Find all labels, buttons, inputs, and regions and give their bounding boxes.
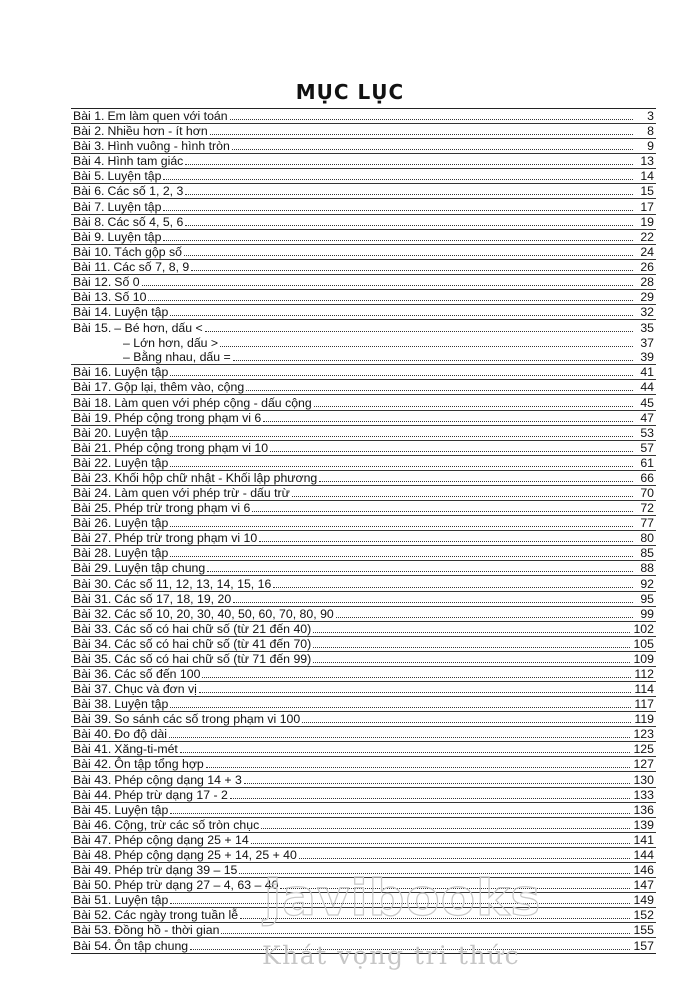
toc-entry-title: Cộng, trừ các số tròn chục [114,817,260,832]
toc-entry-label: Bài 6. [73,184,105,199]
toc-entry [71,833,656,848]
toc-entry [71,395,656,410]
toc-entry-title: Phép cộng trong phạm vi 6 [114,410,262,425]
toc-entry [71,501,656,516]
toc-entry-page: 102 [633,621,654,636]
toc-entry [71,923,656,938]
toc-entry [71,667,656,682]
toc-leader-dots [336,616,633,618]
toc-leader-dots [163,209,633,211]
toc-entry-page: 133 [633,787,654,802]
toc-entry-page: 123 [633,727,654,742]
toc-entry-page: 88 [640,561,654,576]
toc-entry-label: Bài 22. [73,455,112,470]
toc-entry-label: Bài 5. [73,169,105,184]
toc-entry [71,848,656,863]
toc-entry-label: Bài 26. [73,516,112,531]
toc-entry-label: Bài 13. [73,290,112,305]
toc-entry [71,411,656,426]
toc-entry-page: 130 [633,772,654,787]
toc-entry [71,697,656,712]
toc-entry-label: Bài 18. [73,395,112,410]
toc-entry-title: Các số 17, 18, 19, 20 [114,591,232,606]
toc-entry-page: 72 [640,501,654,516]
toc-entry [71,456,656,471]
toc-entry-title: Gộp lại, thêm vào, cộng [114,380,245,395]
watermark-slogan: Khát vọng tri thức [262,941,521,970]
toc-entry [71,712,656,727]
toc-entry [71,154,656,169]
toc-entry-title: – Lớn hơn, dấu > [123,336,219,351]
toc-entry-label: Bài 2. [73,124,105,139]
toc-entry [71,305,656,320]
toc-leader-dots [239,872,630,874]
toc-entry [71,788,656,803]
toc-entry [71,607,656,622]
toc-entry-page: 99 [640,606,654,621]
toc-entry-title: Luyện tập [107,229,162,244]
toc-entry-title: Phép trừ dạng 27 – 4, 63 – 40 [114,878,279,893]
toc-leader-dots [299,857,631,859]
toc-entry-label: Bài 32. [73,606,112,621]
toc-entry-page: 117 [634,697,654,712]
toc-leader-dots [302,721,631,723]
toc-leader-dots [319,480,633,482]
toc-leader-dots [206,766,631,768]
toc-entry-title: Các số có hai chữ số (từ 41 đến 70) [114,636,312,651]
toc-entry-page: 155 [633,923,654,938]
toc-entry-page: 17 [640,199,654,214]
toc-entry [71,260,656,275]
toc-entry-page: 9 [647,139,654,154]
toc-entry-title: Các số có hai chữ số (từ 21 đến 40) [114,621,312,636]
toc-entry [71,938,656,953]
toc-entry-page: 13 [640,154,654,169]
toc-entry-page: 70 [640,486,654,501]
toc-leader-dots [273,586,633,588]
toc-leader-dots [230,118,633,120]
toc-entry-page: 109 [633,651,654,666]
watermark-brand: javibooks [264,869,542,927]
toc-entry-page: 57 [640,440,654,455]
toc-entry-label: Bài 47. [73,832,112,847]
toc-leader-dots [232,148,633,150]
toc-entry-label: Bài 44. [73,787,112,802]
toc-entry [71,380,656,395]
toc-entry-title: Phép trừ trong phạm vi 10 [114,531,258,546]
toc-entry-title: Luyện tập [114,697,169,712]
toc-entry [71,757,656,772]
toc-entry-label: Bài 12. [73,274,112,289]
toc-entry-title: Xăng-ti-mét [114,742,178,757]
toc-entry-title: Làm quen với phép cộng - dấu cộng [114,395,312,410]
toc-entry-title: Luyện tập [114,802,169,817]
toc-entry-label: Bài 48. [73,847,112,862]
toc-entry-page: 147 [633,878,654,893]
toc-leader-dots [270,450,633,452]
toc-leader-dots [221,932,630,934]
toc-entry-title: Ôn tập chung [114,939,189,954]
toc-entry-title: Luyện tập [114,893,169,908]
toc-entry-title: – Bé hơn, dấu < [114,321,203,336]
toc-entry-title: Đo độ dài [114,727,167,742]
toc-entry [71,230,656,245]
toc-entry-label: Bài 11. [73,259,111,274]
toc-entry [71,727,656,742]
toc-entry-label: Bài 50. [73,878,112,893]
toc-leader-dots [252,510,633,512]
toc-entry-page: 77 [640,516,654,531]
toc-leader-dots [185,163,633,165]
toc-leader-dots [170,374,633,376]
toc-entry [71,441,656,456]
toc-entry [71,335,656,350]
toc-entry [71,893,656,908]
toc-entry-label: Bài 46. [73,817,112,832]
toc-entry-label: Bài 4. [73,154,105,169]
toc-entry-label: Bài 53. [73,923,112,938]
toc-entry [71,908,656,923]
toc-leader-dots [230,797,631,799]
toc-entry [71,592,656,607]
toc-entry-page: 146 [633,862,654,877]
toc-entry [71,245,656,260]
toc-entry [71,426,656,441]
toc-entry-page: 61 [640,455,654,470]
toc-entry-label: Bài 39. [73,712,112,727]
toc-entry [71,637,656,652]
toc-leader-dots [191,269,633,271]
toc-entry [71,878,656,893]
toc-entry-label: Bài 24. [73,486,112,501]
toc-entry-page: 8 [647,124,654,139]
toc-entry-label: Bài 16. [73,365,112,380]
toc-entry [71,290,656,305]
toc-entry-title: Luyện tập [114,516,169,531]
toc-entry-label: Bài 34. [73,636,112,651]
toc-entry-label: Bài 25. [73,501,112,516]
toc-entry-label: Bài 41. [73,742,112,757]
toc-entry-label: Bài 14. [73,305,112,320]
toc-entry-label: Bài 36. [73,666,112,681]
toc-entry [71,215,656,230]
toc-entry-label: Bài 27. [73,531,112,546]
toc-leader-dots [313,646,630,648]
toc-entry-title: Các số 11, 12, 13, 14, 15, 16 [114,576,272,591]
toc-entry-page: 127 [633,757,654,772]
toc-entry [71,275,656,290]
toc-entry-title: Phép trừ dạng 39 – 15 [114,862,238,877]
toc-entry-page: 144 [633,847,654,862]
toc-entry-page: 53 [640,425,654,440]
toc-entry [71,622,656,637]
toc-entry-page: 152 [633,908,654,923]
toc-entry [71,350,656,365]
toc-entry-title: Luyện tập chung [114,561,206,576]
toc-entry-label: Bài 31. [73,591,112,606]
toc-entry-title: Em làm quen với toán [107,109,228,124]
toc-entry-label: Bài 15. [73,321,112,336]
toc-entry [71,561,656,576]
toc-entry [71,863,656,878]
toc-entry-label: Bài 8. [73,214,105,229]
toc-leader-dots [190,948,630,950]
toc-entry-page: 28 [640,274,654,289]
toc-entry-page: 45 [640,395,654,410]
toc-entry [71,169,656,184]
toc-entry-title: Phép cộng dạng 14 + 3 [114,772,242,787]
toc-leader-dots [207,570,633,572]
toc-entry-title: Các số có hai chữ số (từ 71 đến 99) [114,651,312,666]
toc-entry-page: 66 [640,470,654,485]
toc-leader-dots [205,330,633,332]
toc-entry-title: Số 10 [114,290,147,305]
toc-entry-page: 44 [640,380,654,395]
toc-entry-label: Bài 29. [73,561,112,576]
toc-entry-page: 112 [634,666,654,681]
toc-entry-label: Bài 43. [73,772,112,787]
toc-entry-page: 3 [647,109,654,124]
toc-entry [71,184,656,199]
toc-entry-page: 32 [640,305,654,320]
toc-leader-dots [233,359,633,361]
toc-entry-page: 19 [640,214,654,229]
toc-entry [71,546,656,561]
toc-entry [71,124,656,139]
toc-leader-dots [199,691,632,693]
toc-entry-label: Bài 40. [73,727,112,742]
toc-leader-dots [170,465,633,467]
toc-entry-page: 105 [633,636,654,651]
toc-entry-page: 80 [640,531,654,546]
toc-entry-page: 125 [633,742,654,757]
toc-leader-dots [313,631,630,633]
toc-entry-title: Đồng hồ - thời gian [114,923,220,938]
toc-entry-label: Bài 52. [73,908,112,923]
toc-entry [71,531,656,546]
toc-entry-label: Bài 45. [73,802,112,817]
toc-entry-page: 85 [640,546,654,561]
toc-entry-page: 157 [633,939,654,954]
toc-entry-page: 95 [640,591,654,606]
toc-entry-page: 114 [634,682,654,697]
toc-entry-title: Các số 7, 8, 9 [113,259,190,274]
toc-entry [71,471,656,486]
toc-entry-label: Bài 10. [73,244,112,259]
toc-entry-label: Bài 42. [73,757,112,772]
toc-entry-title: Chục và đơn vị [114,682,197,697]
toc-entry-label: Bài 30. [73,576,112,591]
toc-entry-label: Bài 21. [73,440,112,455]
toc-entry-page: 14 [640,169,654,184]
toc-entry [71,486,656,501]
page-title: MỤC LỤC [295,80,405,104]
toc-leader-dots [220,345,633,347]
toc-entry-page: 47 [640,410,654,425]
toc-leader-dots [184,254,633,256]
toc-leader-dots [251,842,631,844]
toc-entry-page: 139 [633,817,654,832]
toc-entry-title: Nhiều hơn - ít hơn [107,124,208,139]
toc-leader-dots [313,661,630,663]
toc-entry [71,772,656,787]
toc-entry-label: Bài 54. [73,939,112,954]
toc-entry-label: Bài 7. [73,199,105,214]
toc-leader-dots [240,917,630,919]
toc-leader-dots [142,284,633,286]
toc-entry-title: Luyện tập [114,455,169,470]
toc-entry [71,803,656,818]
toc-entry-label: Bài 23. [73,470,112,485]
toc-entry-label: Bài 19. [73,410,112,425]
toc-entry-label: Bài 33. [73,621,112,636]
toc-leader-dots [170,435,633,437]
toc-entry-label: Bài 1. [73,109,105,124]
toc-entry-page: 92 [640,576,654,591]
toc-entry-title: Các số 4, 5, 6 [107,214,184,229]
toc-entry-page: 119 [634,712,654,727]
toc-entry-label: Bài 49. [73,862,112,877]
toc-entry-page: 15 [640,184,654,199]
toc-leader-dots [170,902,630,904]
toc-leader-dots [170,706,631,708]
toc-entry-title: Ôn tập tổng hợp [114,757,204,772]
toc-entry-page: 39 [640,350,654,365]
toc-entry-label: Bài 35. [73,651,112,666]
toc-leader-dots [202,676,631,678]
toc-entry-title: Phép trừ trong phạm vi 6 [114,501,251,516]
toc-entry-title: So sánh các số trong phạm vi 100 [114,712,301,727]
toc-entry-title: Luyện tập [107,199,162,214]
toc-entry-title: Các số 10, 20, 30, 40, 50, 60, 70, 80, 90 [114,606,334,621]
toc-entry-label: Bài 38. [73,697,112,712]
toc-entry-title: Số 0 [114,274,140,289]
toc-entry-page: 26 [640,259,654,274]
toc-entry-label: Bài 37. [73,682,112,697]
toc-entry-page: 24 [640,244,654,259]
toc-leader-dots [170,525,633,527]
toc-entry-title: Làm quen với phép trừ - dấu trừ [114,486,290,501]
toc-entry-title: Phép cộng trong phạm vi 10 [114,440,269,455]
toc-entry-title: Hình tam giác [107,154,184,169]
toc-entry [71,516,656,531]
toc-entry-page: 141 [633,832,654,847]
toc-leader-dots [233,601,633,603]
toc-entry-label: Bài 20. [73,425,112,440]
toc-entry-title: Hình vuông - hình tròn [107,139,230,154]
toc-entry-title: Luyện tập [114,365,169,380]
toc-entry-title: Phép trừ dạng 17 - 2 [114,787,228,802]
toc-leader-dots [170,555,633,557]
toc-leader-dots [280,887,630,889]
toc-leader-dots [314,405,633,407]
toc-entry [71,365,656,380]
toc-entry [71,199,656,214]
toc-entry [71,652,656,667]
toc-entry-title: Luyện tập [107,169,162,184]
toc-entry [71,320,656,335]
toc-entry-label: Bài 9. [73,229,105,244]
toc-entry-title: – Bằng nhau, dấu = [123,350,231,365]
toc-leader-dots [210,133,633,135]
toc-entry [71,139,656,154]
toc-entry [71,682,656,697]
toc-entry-title: Các số 1, 2, 3 [107,184,184,199]
toc-leader-dots [185,193,633,195]
toc-entry [71,109,656,124]
toc-entry-title: Luyện tập [114,425,169,440]
toc-entry-label: Bài 17. [73,380,112,395]
toc-entry-label: Bài 51. [73,893,112,908]
toc-entry [71,742,656,757]
toc-leader-dots [263,420,633,422]
toc-entry-page: 22 [640,229,654,244]
table-of-contents [71,108,656,954]
toc-entry-page: 29 [640,290,654,305]
toc-entry-title: Phép cộng dạng 25 + 14 [114,832,249,847]
toc-entry-page: 41 [640,365,654,380]
toc-leader-dots [163,178,633,180]
toc-entry-page: 35 [640,321,654,336]
toc-entry-title: Các ngày trong tuần lễ [114,908,239,923]
toc-leader-dots [246,389,633,391]
toc-leader-dots [185,224,633,226]
toc-entry-title: Các số đến 100 [114,666,201,681]
toc-leader-dots [148,299,633,301]
toc-entry-title: Luyện tập [114,305,169,320]
toc-entry-label: Bài 3. [73,139,105,154]
toc-leader-dots [244,782,631,784]
toc-entry-title: Khối hộp chữ nhật - Khối lập phương [114,470,318,485]
toc-leader-dots [292,495,633,497]
toc-leader-dots [169,736,631,738]
toc-leader-dots [180,751,631,753]
toc-leader-dots [259,540,633,542]
toc-entry-title: Phép cộng dạng 25 + 14, 25 + 40 [114,847,297,862]
toc-leader-dots [261,827,630,829]
toc-entry-page: 149 [633,893,654,908]
toc-leader-dots [170,314,633,316]
toc-entry [71,576,656,591]
toc-entry-label: Bài 28. [73,546,112,561]
toc-leader-dots [163,239,633,241]
toc-entry-page: 37 [640,336,654,351]
toc-entry-title: Luyện tập [114,546,169,561]
toc-entry-title: Tách gộp số [114,244,182,259]
toc-entry-page: 136 [633,802,654,817]
toc-leader-dots [170,812,630,814]
toc-entry [71,818,656,833]
